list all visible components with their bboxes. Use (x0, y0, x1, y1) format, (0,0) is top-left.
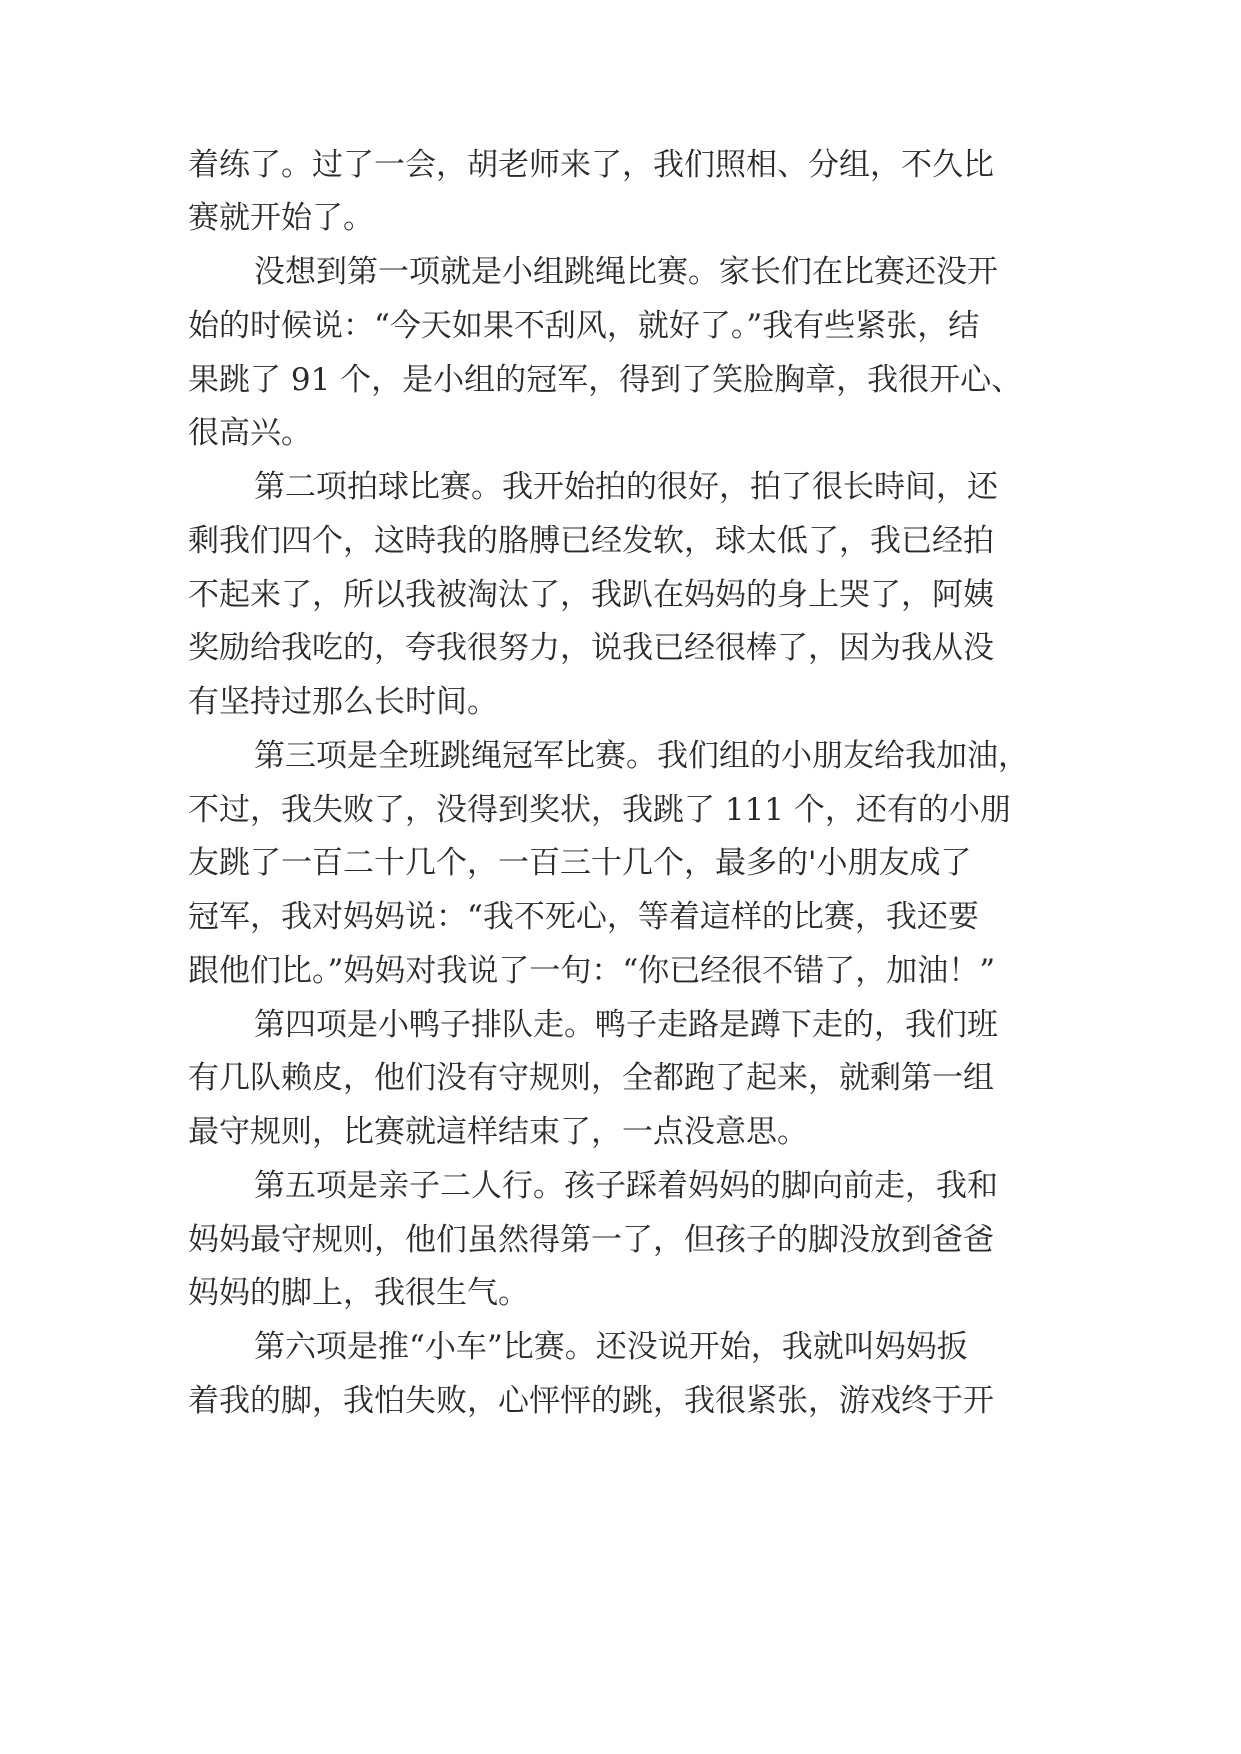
text-line: 着我的脚，我怕失败，心怦怦的跳，我很紧张，游戏终于开 (188, 1383, 994, 1419)
text-line: 始的时候说：“今天如果不刮风，就好了。”我有些紧张，结 (188, 308, 980, 344)
text-line: 剩我们四个，这時我的胳膊已经发软，球太低了，我已经拍 (188, 523, 994, 559)
text-line: 妈妈最守规则，他们虽然得第一了，但孩子的脚没放到爸爸 (188, 1222, 994, 1258)
text-line: 有坚持过那么长时间。 (188, 684, 498, 720)
paragraph-first-line: 第二项拍球比赛。我开始拍的很好，拍了很长時间，还 (254, 469, 998, 505)
paragraph-first-line: 没想到第一项就是小组跳绳比赛。家长们在比赛还没开 (254, 254, 998, 290)
text-line: 不过，我失败了，没得到奖状，我跳了 111 个，还有的小朋 (188, 792, 1011, 828)
text-line: 赛就开始了。 (188, 200, 374, 236)
text-line: 跟他们比。”妈妈对我说了一句：“你已经很不错了，加油！” (188, 953, 996, 989)
paragraph-first-line: 第五项是亲子二人行。孩子踩着妈妈的脚向前走，我和 (254, 1168, 998, 1204)
text-line: 着练了。过了一会，胡老师来了，我们照相、分组，不久比 (188, 147, 994, 183)
paragraph-first-line: 第四项是小鸭子排队走。鸭子走路是蹲下走的，我们班 (254, 1007, 998, 1043)
text-line: 最守规则，比赛就這样结束了，一点没意思。 (188, 1114, 808, 1150)
text-line: 很高兴。 (188, 415, 312, 451)
text-line: 友跳了一百二十几个，一百三十几个，最多的'小朋友成了 (188, 845, 972, 881)
text-line: 有几队赖皮，他们没有守规则，全都跑了起来，就剩第一组 (188, 1060, 994, 1096)
paragraph-first-line: 第六项是推“小车”比赛。还没说开始，我就叫妈妈扳 (254, 1329, 968, 1365)
text-line: 妈妈的脚上，我很生气。 (188, 1275, 529, 1311)
text-line: 果跳了 91 个，是小组的冠军，得到了笑脸胸章，我很开心、 (188, 362, 1023, 398)
text-line: 不起来了，所以我被淘汰了，我趴在妈妈的身上哭了，阿姨 (188, 577, 994, 613)
text-line: 奖励给我吃的，夸我很努力，说我已经很棒了，因为我从没 (188, 630, 994, 666)
text-line: 冠军，我对妈妈说：“我不死心，等着這样的比赛，我还要 (188, 899, 979, 935)
paragraph-first-line: 第三项是全班跳绳冠军比赛。我们组的小朋友给我加油， (254, 738, 1029, 774)
